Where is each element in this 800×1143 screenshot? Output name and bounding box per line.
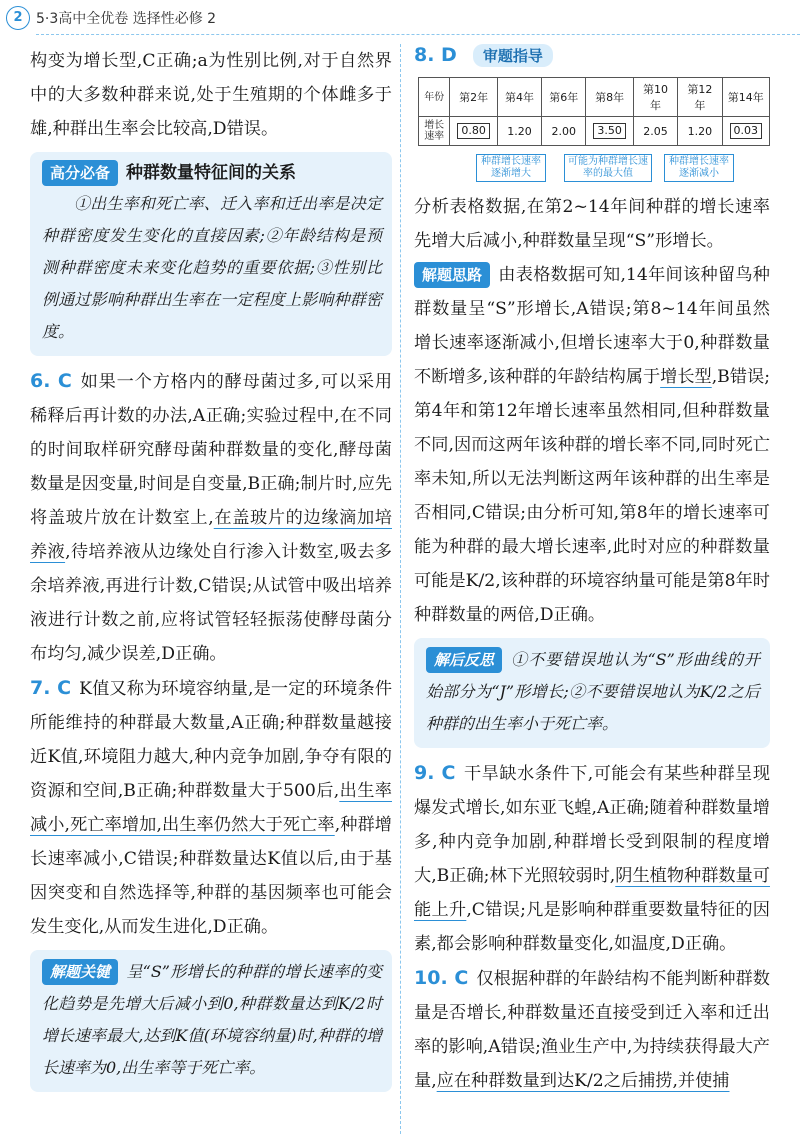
table-cell xyxy=(497,117,541,146)
table-cell xyxy=(542,117,586,146)
header-divider xyxy=(36,34,800,35)
column-divider xyxy=(400,44,401,1134)
table-analysis: 分析表格数据,在第2~14年间种群的增长速率先增大后减小,种群数量呈现“S”形增长。 xyxy=(414,197,770,251)
page-header xyxy=(0,0,800,36)
left-column xyxy=(30,44,392,1100)
key-points-text: ①出生率和死亡率、迁入率和迁出率是决定种群密度发生变化的直接因素;②年龄结构是预测种群密度未来变化趋势的重要依据;③性别比例通过影响种群出生率在一定程度上影响种群密度。 xyxy=(42,194,382,341)
annotation-maximum: 可能为种群增长速率的最大值 xyxy=(564,154,652,182)
key-points-title: 种群数量特征间的关系 xyxy=(126,163,297,183)
answer-7-text-a: K值又称为环境容纳量,是一定的环境条件所能维持的种群最大数量,A正确;种群数量越接近K值,环境阻力越大,种内竞争加剧,争夺有限的资源和空间,B正确;种群数量大于500后, xyxy=(30,679,393,801)
rate-value: 0.80 xyxy=(457,123,490,139)
rate-value: 1.20 xyxy=(507,124,532,138)
reflection-tag: 解后反思 xyxy=(426,647,502,673)
solution-key-box xyxy=(30,950,392,1092)
solution-key-text: 呈“S”形增长的种群的增长速率的变化趋势是先增大后减小到0,种群数量达到K/2时增长速率最大,达到K值(环境容纳量)时,种群的增长速率为0,出生率等于死亡率。 xyxy=(42,962,382,1077)
answer-9-text-b: ,C错误;凡是影响种群重要数量特征的因素,都会影响种群数量变化,如温度,D正确。 xyxy=(414,900,770,954)
reading-guide-tag: 审题指导 xyxy=(473,44,553,67)
growth-rate-table xyxy=(418,77,770,146)
answer-10 xyxy=(414,961,770,1098)
table-cell: 第10年 xyxy=(633,78,677,117)
table-cell xyxy=(678,117,722,146)
right-column xyxy=(414,44,770,1098)
answer-8-header xyxy=(414,44,770,67)
table-cell: 第14年 xyxy=(722,78,769,117)
table-annotations xyxy=(414,150,770,190)
answer-7 xyxy=(30,671,392,944)
page-number: 2 xyxy=(6,6,30,30)
reflection-text: ①不要错误地认为“S”形曲线的开始部分为“J”形增长;②不要错误地认为K/2之后种群的出生率小于死亡率。 xyxy=(426,650,760,733)
table-cell: 第8年 xyxy=(586,78,633,117)
table-cell xyxy=(722,117,769,146)
answer-10-text-a: 仅根据种群的年龄结构不能判断种群数量是否增长,种群数量还直接受到迁入率和迁出率的影响,A错误;渔业生产中,为持续获得最大产量, xyxy=(414,969,770,1091)
approach-underline: 增长型 xyxy=(660,367,712,387)
rate-value: 2.05 xyxy=(643,124,668,138)
answer-6-text-b: ,待培养液从边缘处自行渗入计数室,吸去多余培养液,再进行计数,C错误;从试管中吸出培养液进行计数之前,应将试管轻轻振荡使酵母菌分布均匀,减少误差,D正确。 xyxy=(30,542,392,664)
rate-value: 0.03 xyxy=(730,123,763,139)
answer-9-text-a: 干旱缺水条件下,可能会有某些种群呈现爆发式增长,如东亚飞蝗,A正确;随着种群数量增多,种内竞争加剧,种群增长受到限制的程度增大,B正确;林下光照较弱时, xyxy=(414,764,771,886)
answer-6-underline: 在盖玻片的边缘滴加培养液 xyxy=(30,508,392,562)
answer-9-label: 9. C xyxy=(414,762,456,784)
answer-9 xyxy=(414,756,770,961)
rate-value: 2.00 xyxy=(551,124,577,138)
answer-7-label: 7. C xyxy=(30,677,72,699)
continued-answer: 构变为增长型,C正确;a为性别比例,对于自然界中的大多数种群来说,处于生殖期的个体雌多于雄,种群出生率会比较高,D错误。 xyxy=(30,51,392,139)
rate-value: 3.50 xyxy=(593,123,626,139)
key-points-tag: 高分必备 xyxy=(42,160,118,186)
table-row xyxy=(419,117,770,146)
reflection-box xyxy=(414,638,770,748)
answer-8-label: 8. D xyxy=(414,44,457,66)
answer-10-label: 10. C xyxy=(414,967,469,989)
table-cell xyxy=(586,117,633,146)
table-cell xyxy=(450,117,497,146)
key-points-box xyxy=(30,152,392,356)
table-row xyxy=(419,78,770,117)
annotation-decreasing: 种群增长速率逐渐减小 xyxy=(664,154,734,182)
rate-value: 1.20 xyxy=(687,124,713,138)
answer-10-underline: 应在种群数量到达K/2之后捕捞,并使捕 xyxy=(436,1071,730,1091)
table-cell xyxy=(633,117,677,146)
table-head-year: 年份 xyxy=(419,78,450,117)
approach-tag: 解题思路 xyxy=(414,262,490,288)
book-title: 5·3高中全优卷 选择性必修 2 xyxy=(36,11,217,27)
answer-7-text-b: ,种群增长速率减小,C错误;种群数量达K值以后,由于基因突变和自然选择等,种群的基因频率也可能会发生变化,从而发生进化,D正确。 xyxy=(30,815,392,937)
solution-key-tag: 解题关键 xyxy=(42,959,118,985)
annotation-increasing: 种群增长速率逐渐增大 xyxy=(476,154,546,182)
table-cell: 第4年 xyxy=(497,78,541,117)
table-cell: 第2年 xyxy=(450,78,497,117)
answer-7-underline: 出生率减小,死亡率增加,出生率仍然大于死亡率 xyxy=(30,781,392,835)
answer-6-label: 6. C xyxy=(30,370,72,392)
approach-text-a: 由表格数据可知,14年间该种留鸟种群数量呈“S”形增长,A错误;第8~14年间虽然增长速率逐渐减小,但增长速率大于0,种群数量不断增多,该种群的年龄结构属于 xyxy=(414,265,770,387)
answer-6 xyxy=(30,364,392,671)
answer-9-underline: 阴生植物种群数量可能上升 xyxy=(414,866,770,920)
table-cell: 第6年 xyxy=(542,78,586,117)
table-cell: 第12年 xyxy=(678,78,722,117)
approach-text-b: ,B错误;第4年和第12年增长速率虽然相同,但种群数量不同,因而这两年该种群的增长率不同,同时死亡率未知,所以无法判断这两年该种群的出生率是否相同,C错误;由分析可知,第8年的增长速率可能为种群的最大增长速率,此时对应的种群数量可能是K/2,该种群的环境容纳量可能是第8年时种群数量的两倍,D正确。 xyxy=(414,367,770,625)
answer-6-text-a: 如果一个方格内的酵母菌过多,可以采用稀释后再计数的办法,A正确;实验过程中,在不同的时间取样研究酵母菌种群数量的变化,酵母菌数量是因变量,时间是自变量,B正确;制片时,应先将盖玻片放在计数室上, xyxy=(30,372,393,528)
table-head-rate: 增长速率 xyxy=(419,117,450,146)
approach-paragraph xyxy=(414,258,770,632)
